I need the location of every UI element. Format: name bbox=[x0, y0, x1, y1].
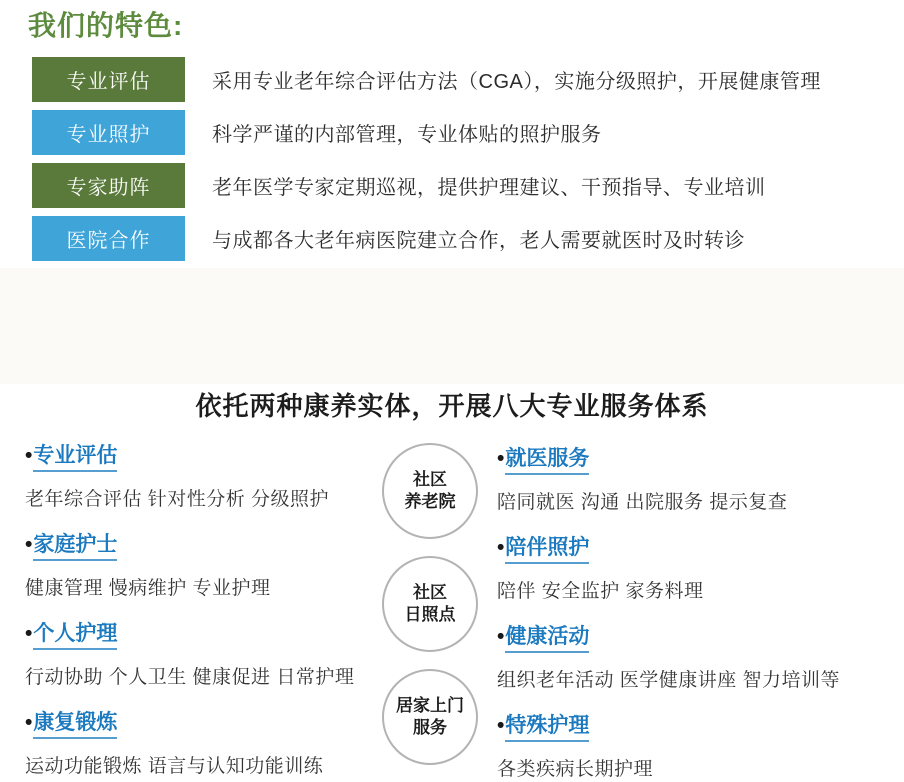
facility-circle-line: 服务 bbox=[413, 718, 447, 737]
feature-row bbox=[32, 163, 821, 208]
service-item bbox=[25, 617, 380, 689]
feature-description: 与成都各大老年病医院建立合作，老人需要就医时及时转诊 bbox=[212, 230, 745, 252]
bullet-icon: • bbox=[497, 714, 505, 737]
service-title bbox=[497, 620, 897, 653]
facility-circle-line: 养老院 bbox=[404, 492, 456, 511]
feature-description: 老年医学专家定期巡视，提供护理建议、干预指导、专业培训 bbox=[212, 177, 766, 199]
facility-circle-line: 社区 bbox=[413, 469, 447, 489]
service-description: 运动功能锻炼 语言与认知功能训练 bbox=[25, 756, 324, 777]
service-title-link[interactable]: 特殊护理 bbox=[505, 709, 589, 742]
service-title-link[interactable]: 健康活动 bbox=[505, 620, 589, 653]
facility-circle-line: 日照点 bbox=[404, 605, 456, 624]
service-title-link[interactable]: 个人护理 bbox=[33, 617, 117, 650]
feature-row bbox=[32, 216, 821, 261]
service-title bbox=[25, 528, 380, 561]
service-title bbox=[497, 442, 897, 475]
facility-circles bbox=[381, 443, 479, 765]
feature-badge: 专业评估 bbox=[32, 57, 185, 102]
bullet-icon: • bbox=[497, 536, 505, 559]
service-description: 各类疾病长期护理 bbox=[497, 759, 654, 780]
service-description: 组织老年活动 医学健康讲座 智力培训等 bbox=[497, 670, 841, 691]
service-title-link[interactable]: 康复锻炼 bbox=[33, 706, 117, 739]
service-title bbox=[25, 706, 380, 739]
service-title bbox=[25, 617, 380, 650]
feature-description: 采用专业老年综合评估方法（CGA），实施分级照护，开展健康管理 bbox=[212, 71, 821, 93]
bullet-icon: • bbox=[497, 447, 505, 470]
feature-row bbox=[32, 110, 821, 155]
service-title bbox=[497, 531, 897, 564]
service-item bbox=[25, 528, 380, 600]
features-section-title: 我们的特色: bbox=[28, 10, 184, 41]
facility-circle bbox=[382, 669, 478, 765]
service-item bbox=[25, 706, 380, 778]
facility-circle bbox=[382, 556, 478, 652]
bullet-icon: • bbox=[25, 622, 33, 645]
service-item bbox=[497, 620, 897, 692]
services-section-heading: 依托两种康养实体，开展八大专业服务体系 bbox=[195, 391, 709, 421]
bullet-icon: • bbox=[25, 533, 33, 556]
service-title-link[interactable]: 就医服务 bbox=[505, 442, 589, 475]
facility-circle-line: 居家上门 bbox=[396, 695, 464, 715]
facility-circle-line: 社区 bbox=[413, 582, 447, 602]
bullet-icon: • bbox=[25, 444, 33, 467]
service-item bbox=[497, 442, 897, 514]
feature-row bbox=[32, 57, 821, 102]
service-title bbox=[25, 439, 380, 472]
service-title bbox=[497, 709, 897, 742]
services-column-left bbox=[25, 439, 380, 782]
features-list bbox=[32, 57, 821, 261]
feature-badge: 专业照护 bbox=[32, 110, 185, 155]
service-description: 行动协助 个人卫生 健康促进 日常护理 bbox=[25, 667, 355, 688]
feature-description: 科学严谨的内部管理，专业体贴的照护服务 bbox=[212, 124, 602, 146]
feature-badge: 专家助阵 bbox=[32, 163, 185, 208]
service-title-link[interactable]: 陪伴照护 bbox=[505, 531, 589, 564]
section-divider-band bbox=[0, 268, 904, 384]
facility-circle bbox=[382, 443, 478, 539]
bullet-icon: • bbox=[497, 625, 505, 648]
service-description: 老年综合评估 针对性分析 分级照护 bbox=[25, 489, 330, 510]
services-column-right bbox=[497, 442, 897, 782]
service-title-link[interactable]: 专业评估 bbox=[33, 439, 117, 472]
service-description: 陪同就医 沟通 出院服务 提示复查 bbox=[497, 492, 788, 513]
service-item bbox=[497, 531, 897, 603]
service-description: 健康管理 慢病维护 专业护理 bbox=[25, 578, 271, 599]
service-title-link[interactable]: 家庭护士 bbox=[33, 528, 117, 561]
service-item bbox=[497, 709, 897, 781]
service-description: 陪伴 安全监护 家务料理 bbox=[497, 581, 704, 602]
bullet-icon: • bbox=[25, 711, 33, 734]
service-item bbox=[25, 439, 380, 511]
feature-badge: 医院合作 bbox=[32, 216, 185, 261]
